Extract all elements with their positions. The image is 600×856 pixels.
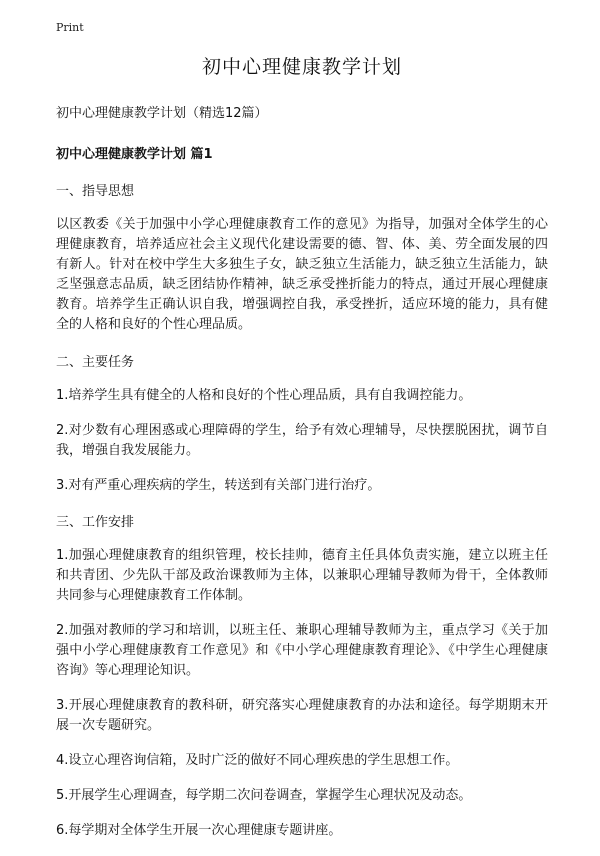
task-item: 3.对有严重心理疾病的学生，转送到有关部门进行治疗。 [56, 478, 381, 493]
arrangement-item: 5.开展学生心理调查，每学期二次问卷调查，掌握学生心理状况及动态。 [56, 788, 472, 803]
section-heading-guiding-ideology: 一、指导思想 [56, 184, 135, 199]
arrangement-item: 3.开展心理健康教育的教科研，研究落实心理健康教育的办法和途径。每学期期末开展一次专题研究。 [56, 698, 548, 733]
task-item: 1.培养学生具有健全的人格和良好的个性心理品质，具有自我调控能力。 [56, 388, 472, 403]
part-heading: 初中心理健康教学计划 篇1 [56, 147, 213, 162]
guiding-ideology-paragraph: 以区教委《关于加强中小学心理健康教育工作的意见》为指导，加强对全体学生的心理健康教育，培养适应社会主义现代化建设需要的德、智、体、美、劳全面发展的四有新人。针对在校中学生大多独生子女，缺乏独立生活能力，缺乏独立生活能力，缺乏坚强意志品质，缺乏团结协作精神，缺乏承受挫折能力的特点，通过开展心理健康教育。培养学生正确认识自我，增强调控自我，承受挫折，适应环境的能力，具有健全的人格和良好的个性心理品质。 [56, 217, 548, 332]
task-item: 2.对少数有心理困惑或心理障碍的学生，给予有效心理辅导，尽快摆脱困扰，调节自我，增强自我发展能力。 [56, 423, 548, 458]
section-heading-work-arrangement: 三、工作安排 [56, 515, 135, 530]
arrangement-item: 2.加强对教师的学习和培训，以班主任、兼职心理辅导教师为主，重点学习《关于加强中小学心理健康教育工作意见》和《中小学心理健康教育理论》、《中学生心理健康咨询》等心理理论知识。 [56, 623, 548, 678]
arrangement-item: 4.设立心理咨询信箱，及时广泛的做好不同心理疾患的学生思想工作。 [56, 753, 459, 768]
document-page [56, 52, 548, 856]
arrangement-item: 6.每学期对全体学生开展一次心理健康专题讲座。 [56, 823, 342, 838]
print-label[interactable]: Print [56, 21, 84, 34]
section-heading-main-tasks: 二、主要任务 [56, 355, 135, 370]
document-subtitle: 初中心理健康教学计划（精选12篇） [56, 106, 268, 121]
document-title: 初中心理健康教学计划 [201, 56, 402, 78]
arrangement-item: 1.加强心理健康教育的组织管理，校长挂帅，德育主任具体负责实施，建立以班主任和共青团、少先队干部及政治课教师为主体，以兼职心理辅导教师为骨干，全体教师共同参与心理健康教育工作体制。 [56, 548, 548, 603]
